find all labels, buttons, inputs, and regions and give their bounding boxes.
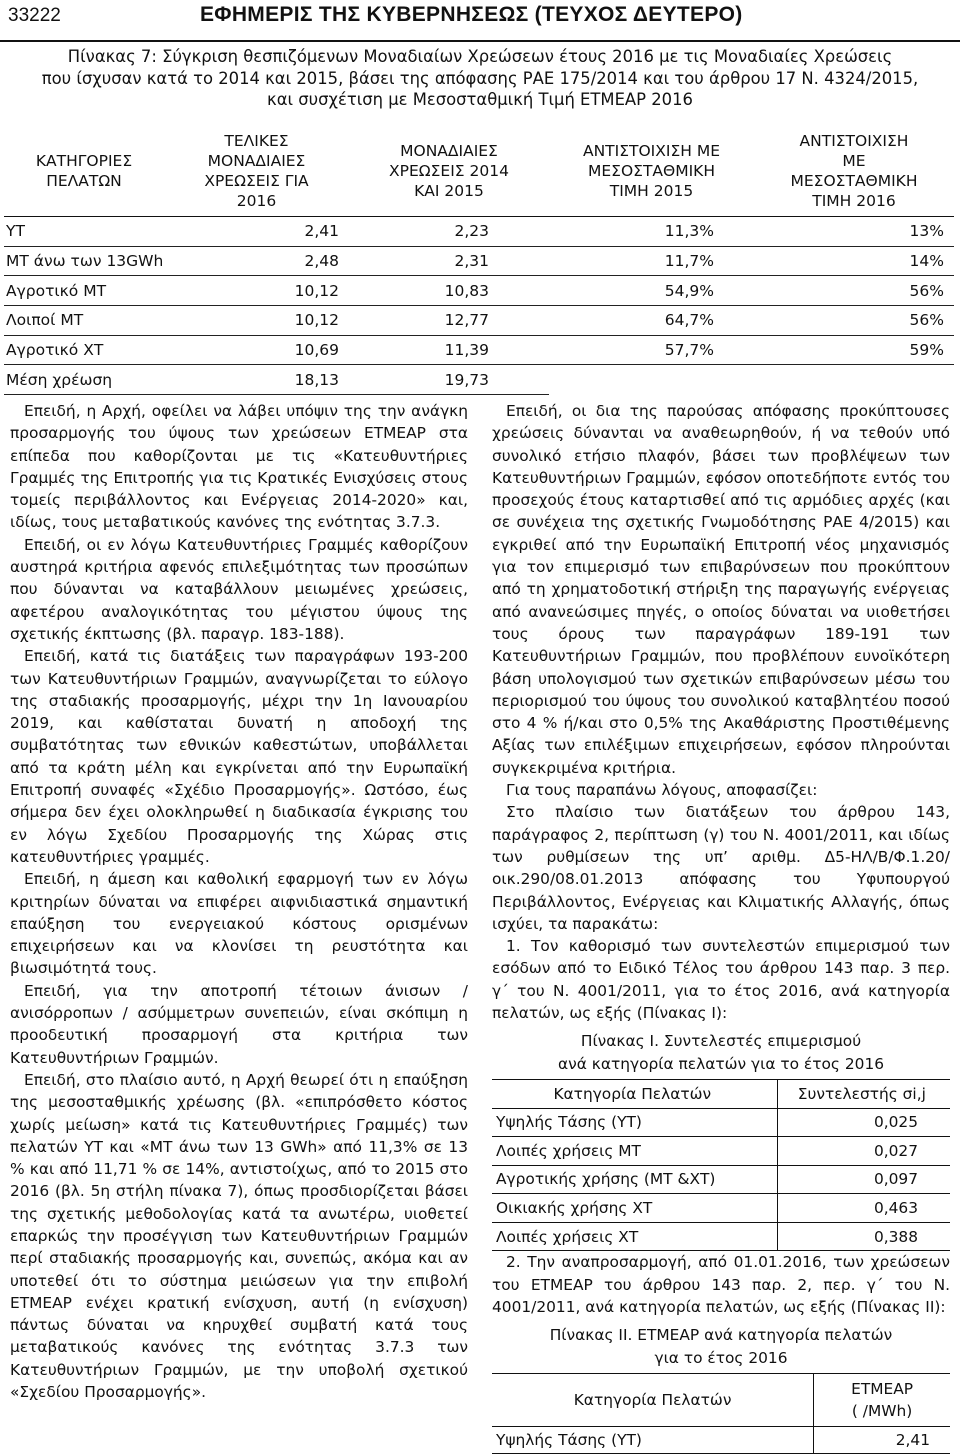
table-cell [549,365,754,395]
paragraph: Επειδή, στο πλαίσιο αυτό, η Αρχή θεωρεί ότι η επαύξηση της μεσοσταθμικής χρέωσης (βλ. «επιπρόσθετο κόστος χωρίς μείωση» κατά τις Κατευθυντήριες Γραμμές) των πελατών ΥΤ και «ΜΤ άνω των 13 GWh» από 11,3% σε 13 % και από 11,71 % σε 14%, αντιστοίχως, από το 2015 στο 2016 (βλ. 5η στήλη πίνακα 7), όπως προσδιορίζεται βάσει της σχετικής μεθοδολογίας κατά τα ανωτέρω, υιοθετεί επαρκώς την προσέγγιση των Κατευθυντήριων Γραμμών περί σταδιακής προσαρμογής και, συνεπώς, ακόμα και αν υποτεθεί ότι το σύστημα μειώσεων για την επιβολή ΕΤΜΕΑΡ ενέχει κρατική ενίσχυση, αυτή (η ενίσχυση) πάντως δύναται να κηρυχθεί συμβατή κατά τους μεταβατικούς κανόνες της ενότητας 3.7.3 των Κατευθυντήριων Γραμμών, με την υποβολή σχετικού «Σχεδίου Προσαρμογής». [10,1070,468,1402]
paragraph: Επειδή, η άμεση και καθολική εφαρμογή των εν λόγω κριτηρίων δύναται να επιφέρει αιφνιδιαστικά σημαντική επαύξηση του ενεργειακού κόστους ορισμένων επιχειρήσεων και να κλονίσει τη ρευστότητα και βιωσιμότητά τους. [10,870,468,978]
table1-header-row [492,1079,950,1108]
header-category: Κατηγορία Πελατών [492,1373,814,1426]
table-cell: 2,31 [349,246,549,276]
paragraph: Για τους παραπάνω λόγους, αποφασίζει: [506,781,818,800]
table-cell: 11,7% [549,246,754,276]
table-row [4,276,954,306]
table-cell: 2,48 [164,246,349,276]
table-cell: 2,23 [349,217,549,247]
table-row [4,335,954,365]
caption-line: Πίνακας 7: Σύγκριση θεσπιζόμενων Μοναδιαίων Χρεώσεων έτους 2016 με τις Μοναδιαίες Χρεώσεις [67,47,893,66]
table-cell: Λοιπές χρήσεις ΜΤ [492,1137,777,1166]
table2-caption [492,1324,950,1369]
table-row [492,1194,950,1223]
left-column [10,400,468,1403]
paragraph: 2. Την αναπροσαρμογή, από 01.01.2016, των χρεώσεων του ΕΤΜΕΑΡ του άρθρου 143 παρ. 2, περ. γ΄ του Ν. 4001/2011, ανά κατηγορία πελατών, ως εξής (Πίνακας ΙΙ): [492,1253,950,1317]
table-cell: 54,9% [549,276,754,306]
table-cell: 11,39 [349,335,549,365]
caption-line: και συσχέτιση με Μεσοσταθμική Τιμή ΕΤΜΕΑΡ 2016 [267,90,693,109]
table-cell: Αγροτικό ΧΤ [4,335,164,365]
header-final-charges-2016: ΤΕΛΙΚΕΣ ΜΟΝΑΔΙΑΙΕΣ ΧΡΕΩΣΕΙΣ ΓΙΑ 2016 [164,126,349,217]
caption-line: ανά κατηγορία πελατών για το έτος 2016 [557,1054,885,1073]
table-row [4,306,954,336]
paragraph: Επειδή, η Αρχή, οφείλει να λάβει υπόψιν της την ανάγκη προσαρμογής του ύψους των χρεώσεων ΕΤΜΕΑΡ στα επίπεδα που καθορίζονται με τις «Κατευθυντήριες Γραμμές της Επιτροπής για τις Κρατικές Ενισχύσεις στους τομείς περιβάλλοντος και Ενέργειας 2014-2020» και, ιδίως, τους μεταβατικούς κανόνες της ενότητας 3.7.3. [10,402,468,532]
table-cell: 2,41 [814,1426,950,1453]
table7-header-row [4,126,954,217]
header-correspondence-2016: ΑΝΤΙΣΤΟΙΧΙΣΗ ΜΕ ΜΕΣΟΣΤΑΘΜΙΚΗ ΤΙΜΗ 2016 [754,126,954,217]
table7-caption [12,46,948,111]
table-cell: 57,7% [549,335,754,365]
table-cell: 0,388 [777,1222,950,1251]
table-cell: 10,69 [164,335,349,365]
table2-header-row [492,1373,950,1426]
table-cell: Λοιποί ΜΤ [4,306,164,336]
table1-caption [492,1030,950,1075]
table-cell: 12,77 [349,306,549,336]
table-cell: 56% [754,276,954,306]
table-cell [754,365,954,395]
table2 [492,1373,950,1454]
table-row [4,246,954,276]
table-cell: 0,463 [777,1194,950,1223]
paragraph: Επειδή, για την αποτροπή τέτοιων άνισων / ανισόρροπων / ασύμμετρων συνεπειών, είναι σκόπιμη η προοδευτική προσαρμογή στα κριτήρια των Κατευθυντήριων Γραμμών. [10,981,468,1067]
table-cell: 0,025 [777,1108,950,1137]
table-cell: 56% [754,306,954,336]
table-row [4,365,954,395]
table-row [492,1426,950,1453]
table-cell: ΜΤ άνω των 13GWh [4,246,164,276]
table-row [4,217,954,247]
table-cell: ΥΤ [4,217,164,247]
table-cell: 10,12 [164,276,349,306]
table-cell: 10,83 [349,276,549,306]
table-cell: Λοιπές χρήσεις ΧΤ [492,1222,777,1251]
table-cell: Υψηλής Τάσης (ΥΤ) [492,1108,777,1137]
table-cell: 13% [754,217,954,247]
table7 [4,126,954,395]
header-categories: ΚΑΤΗΓΟΡΙΕΣ ΠΕΛΑΤΩΝ [4,126,164,217]
caption-line: Πίνακας Ι. Συντελεστές επιμερισμού [580,1032,862,1051]
table-row [492,1137,950,1166]
table-cell: Αγροτικό ΜΤ [4,276,164,306]
header-category: Κατηγορία Πελατών [492,1079,777,1108]
caption-line: Πίνακας ΙΙ. ΕΤΜΕΑΡ ανά κατηγορία πελατών [549,1326,893,1345]
page-number: 33222 [8,5,61,26]
table-cell: 0,097 [777,1165,950,1194]
table-row [492,1108,950,1137]
table-row [492,1222,950,1251]
table-cell: Υψηλής Τάσης (ΥΤ) [492,1426,814,1453]
header-charges-2014-2015: ΜΟΝΑΔΙΑΙΕΣ ΧΡΕΩΣΕΙΣ 2014 ΚΑΙ 2015 [349,126,549,217]
table-cell: 10,12 [164,306,349,336]
table-cell: 14% [754,246,954,276]
right-column [492,400,950,1454]
table-cell: 11,3% [549,217,754,247]
paragraph: 1. Τον καθορισμό των συντελεστών επιμερισμού των εσόδων από το Ειδικό Τέλος του άρθρου 143 παρ. 3 περ. γ΄ του Ν. 4001/2011, για το έτος 2016, ανά κατηγορία πελατών, ως εξής (Πίνακας Ι): [492,937,950,1023]
table1 [492,1079,950,1252]
header-correspondence-2015: ΑΝΤΙΣΤΟΙΧΙΣΗ ΜΕ ΜΕΣΟΣΤΑΘΜΙΚΗ ΤΙΜΗ 2015 [549,126,754,217]
paragraph: Επειδή, οι εν λόγω Κατευθυντήριες Γραμμές καθορίζουν αυστηρά κριτήρια αφενός επιλεξιμότητας των προσώπων που δύνανται να καταβάλλουν μειωμένες χρεώσεις, αφετέρου αναλογικότητας του μέγιστου ύψους της σχετικής έκπτωσης (βλ. παραγρ. 183-188). [10,535,468,643]
table-cell: 2,41 [164,217,349,247]
gazette-title: ΕΦΗΜΕΡΙΣ ΤΗΣ ΚΥΒΕΡΝΗΣΕΩΣ (ΤΕΥΧΟΣ ΔΕΥΤΕΡΟ) [200,3,743,26]
table-cell: Μέση χρέωση [4,365,164,395]
page-header [0,0,960,42]
table-cell: Οικιακής χρήσης ΧΤ [492,1194,777,1223]
caption-line: για το έτος 2016 [654,1348,788,1367]
table-cell: 0,027 [777,1137,950,1166]
table-cell: 64,7% [549,306,754,336]
table-cell: 18,13 [164,365,349,395]
paragraph: Επειδή, οι δια της παρούσας απόφασης προκύπτουσες χρεώσεις δύνανται να αναθεωρηθούν, ή να τεθούν υπό συνολικό ετήσιο πλαφόν, βάσει των προβλέψεων των Κατευθυντήριων Γραμμών, εφόσον οποτεδήποτε εντός του προσεχούς έτους καταρτισθεί από τις αρμόδιες αρχές (και σε συνέχεια της σχετικής Γνωμοδότησης ΡΑΕ 4/2015) και εγκριθεί από την Ευρωπαϊκή Επιτροπή νέος μηχανισμός για τον επιμερισμό των επιβαρύνσεων που προκύπτουν από τη χρηματοδοτική στήριξη της παραγωγής ενέργειας από ανανεώσιμες πηγές, ο οποίος δύναται να υιοθετήσει τους όρους των παραγράφων 189-191 των Κατευθυντήριων Γραμμών, που προβλέπουν ευνοϊκότερη βάση υπολογισμού των σχετικών επιβαρύνσεων μέσω του περιορισμού του ύψους του συνολικού καταβλητέου ποσού στο 4 % ή/και στο 0,5% της Ακαθάριστης Προστιθέμενης Αξίας των επιλέξιμων επιχειρήσεων, εφόσον πληρούνται συγκεκριμένα κριτήρια. [492,402,950,777]
paragraph: Στο πλαίσιο των διατάξεων του άρθρου 143, παράγραφος 2, περίπτωση (γ) του Ν. 4001/2011, και ιδίως των ρυθμίσεων της υπ’ αριθμ. Δ5-ΗΛ/Β/Φ.1.20/οικ.290/08.01.2013 απόφασης του Υφυπουργού Περιβάλλοντος, Ενέργειας και Κλιματικής Αλλαγής, όπως ισχύει, τα παρακάτω: [492,803,950,933]
table-cell: 59% [754,335,954,365]
header-etmear: ΕΤΜΕΑΡ ( /MWh) [814,1373,950,1426]
paragraph: Επειδή, κατά τις διατάξεις των παραγράφων 193-200 των Κατευθυντήριων Γραμμών, αναγνωρίζεται το εύλογο της σταδιακής προσαρμογής, μέχρι την 1η Ιανουαρίου 2019, και καθίσταται δυνατή η αποδοχή της συμβατότητας των εθνικών καθεστώτων, υποβάλλεται από τα κράτη μέλη και εγκρίνεται από την Ευρωπαϊκή Επιτροπή συναφές «Σχέδιο Προσαρμογής». Ωστόσο, έως σήμερα δεν έχει ολοκληρωθεί η διαδικασία έγκρισης του εν λόγω Σχεδίου Προσαρμογής της Χώρας στις κατευθυντήριες γραμμές. [10,647,468,866]
table-row [492,1165,950,1194]
table-cell: Αγροτικής χρήσης (ΜΤ &ΧΤ) [492,1165,777,1194]
header-coefficient: Συντελεστής σi,j [777,1079,950,1108]
caption-line: που ίσχυσαν κατά το 2014 και 2015, βάσει της απόφασης ΡΑΕ 175/2014 και του άρθρου 17 Ν. 4324/2015, [41,68,919,88]
table-cell: 19,73 [349,365,549,395]
